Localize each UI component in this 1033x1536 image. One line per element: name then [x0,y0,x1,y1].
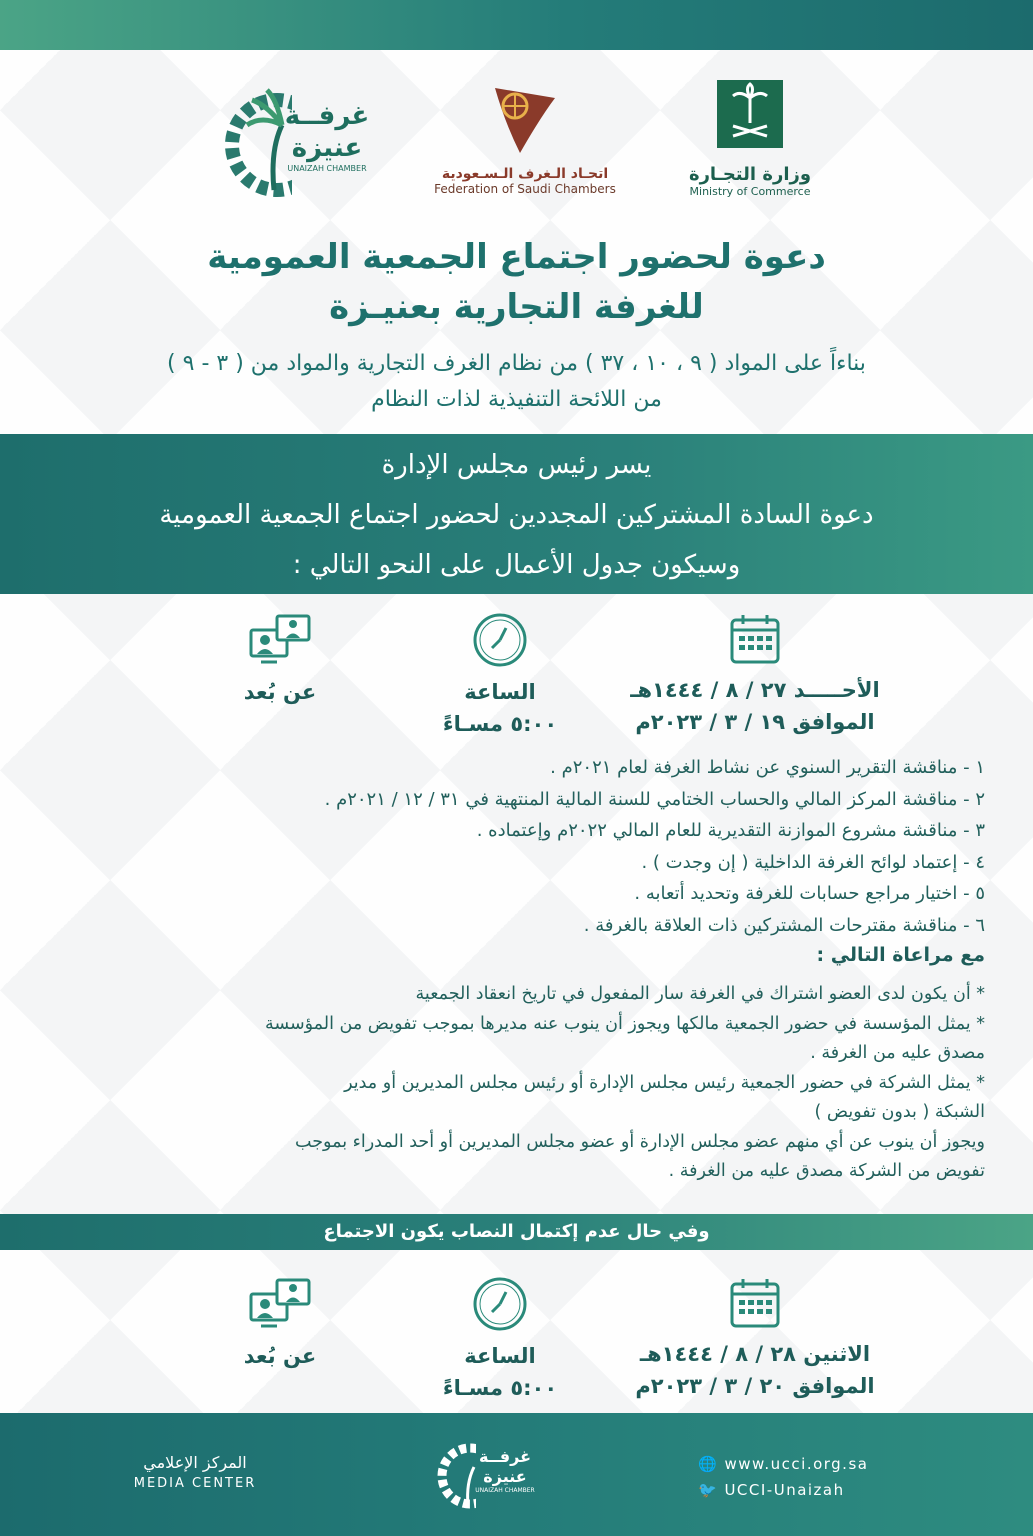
invitation-band [0,434,1033,594]
title-line-2: للغرفة التجارية بعنيـزة [329,287,704,327]
band-line-3: وسيكون جدول الأعمال على النحو التالي : [292,550,741,580]
band-line-1: يسر رئيس مجلس الإدارة [381,450,652,480]
chamber-logo-ar-1: غرفــة [284,101,370,131]
remote-meeting-icon [247,1276,313,1332]
note-line: مصدق عليه من الغرفة . [810,1043,985,1063]
ministry-emblem-icon [715,78,785,150]
clock-icon [472,1276,528,1332]
chamber-logo-ar-2: عنيزة [291,133,363,163]
ministry-logo-en: Ministry of Commerce [689,185,811,198]
meeting1-time-value: ٥:٠٠ مسـاءً [442,712,558,736]
website-link[interactable] [698,1451,868,1477]
subtitle-line-2: من اللائحة التنفيذية لذات النظام [371,387,662,412]
agenda-item: ٥ - اختيار مراجع حسابات للغرفة وتحديد أتعابه . [634,883,985,904]
note-line: * يمثل الشركة في حضور الجمعية رئيس مجلس الإدارة أو رئيس مجلس المديرين أو مدير [344,1072,985,1093]
media-center-en: MEDIA CENTER [133,1476,257,1491]
clock-icon [472,612,528,668]
page-title [60,232,973,332]
note-line: * يمثل المؤسسة في حضور الجمعية مالكها ويجوز أن ينوب عنه مديرها بموجب تفويض من المؤسسة [264,1013,985,1034]
footer-links [698,1451,868,1503]
media-center-ar: المركز الإعلامي [143,1453,247,1472]
meeting2-date-hijri: الاثنين ٢٨ / ٨ / ١٤٤٤هـ [639,1342,871,1366]
website-text: www.ucci.org.sa [724,1455,869,1473]
note-line: الشبكة ( بدون تفويض ) [814,1102,985,1122]
agenda-item: ٣ - مناقشة مشروع الموازنة التقديرية للعام المالي ٢٠٢٢م وإعتماده . [476,820,985,841]
meeting2-time-label: الساعة [464,1344,536,1368]
twitter-text: UCCI-Unaizah [724,1481,845,1499]
title-line-1: دعوة لحضور اجتماع الجمعية العمومية [207,237,826,277]
agenda-list [40,752,985,941]
calendar-icon [728,612,782,666]
subtitle-line-1: بناءاً على المواد ( ٩ ، ١٠ ، ٣٧ ) من نظام الغرف التجارية والمواد من ( ٣ - ٩ ) [167,351,866,376]
footer-chamber-logo [436,1433,536,1519]
gear-palm-icon [436,1433,476,1519]
meeting1-mode-text: عن بُعد [243,680,317,704]
notes-list [40,980,985,1187]
agenda-item: ٦ - مناقشة مقترحات المشتركين ذات العلاقة بالغرفة . [583,914,985,936]
chamber-logo-en: UNAIZAH CHAMBER [287,164,367,173]
federation-emblem-icon [485,78,565,158]
subtitle [60,346,973,418]
meeting2-time [420,1276,580,1404]
top-bar [0,0,1033,50]
footer-logo-en: UNAIZAH CHAMBER [475,1487,535,1494]
federation-logo-en: Federation of Saudi Chambers [434,182,616,196]
agenda-item: ٤ - إعتماد لوائح الغرفة الداخلية ( إن وجدت ) . [641,851,985,873]
meeting2-date-gregorian: الموافق ٢٠ / ٣ / ٢٠٢٣م [635,1374,875,1398]
footer [0,1413,1033,1536]
ministry-logo [680,78,820,208]
ministry-logo-ar: وزارة التجـارة [688,164,812,185]
footer-logo-ar-2: عنيزة [483,1467,527,1486]
meeting2-date [615,1276,895,1402]
meeting1-date [615,612,895,738]
twitter-link[interactable] [698,1477,868,1503]
globe-icon: 🌐 [698,1455,725,1473]
note-line: ويجوز أن ينوب عن أي منهم عضو مجلس الإدارة أو عضو مجلس المديرين أو أحد المدراء بموجب [295,1131,985,1152]
meeting1-mode [210,612,350,708]
agenda-item: ١ - مناقشة التقرير السنوي عن نشاط الغرفة لعام ٢٠٢١م . [550,757,985,778]
meeting2-time-value: ٥:٠٠ مسـاءً [442,1376,558,1400]
meeting2-mode-text: عن بُعد [243,1344,317,1368]
agenda-item: ٢ - مناقشة المركز المالي والحساب الختامي للسنة المالية المنتهية في ٣١ / ١٢ / ٢٠٢١م . [324,788,985,810]
unaizah-chamber-logo [222,70,372,220]
federation-logo-ar: اتحـاد الـغرف الـسـعودية [441,166,609,182]
remote-meeting-icon [247,612,313,668]
footer-logo-ar-1: غرفــة [479,1447,531,1466]
notes-title: مع مراعاة التالي : [816,944,985,966]
meeting1-date-hijri: الأحـــــد ٢٧ / ٨ / ١٤٤٤هـ [630,678,880,702]
meeting2-mode [210,1276,350,1372]
quorum-bar: وفي حال عدم إكتمال النصاب يكون الاجتماع [0,1214,1033,1250]
media-center [120,1453,270,1491]
federation-logo [415,78,635,208]
meeting1-time [420,612,580,740]
twitter-icon: 🐦 [698,1481,725,1499]
note-line: تفويض من الشركة مصدق عليه من الغرفة . [668,1161,985,1181]
band-line-2: دعوة السادة المشتركين المجددين لحضور اجتماع الجمعية العمومية [159,500,874,530]
calendar-icon [728,1276,782,1330]
note-line: * أن يكون لدى العضو اشتراك في الغرفة سار المفعول في تاريخ انعقاد الجمعية [415,984,985,1004]
meeting1-time-label: الساعة [464,680,536,704]
meeting1-date-gregorian: الموافق ١٩ / ٣ / ٢٠٢٣م [635,710,875,734]
